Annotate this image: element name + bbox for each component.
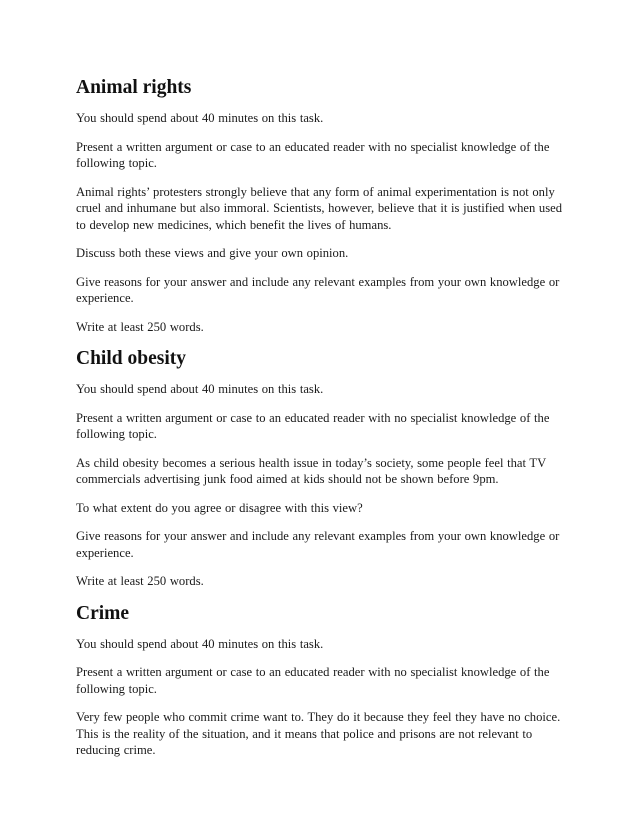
paragraph: Discuss both these views and give your own opinion. [76, 246, 349, 260]
paragraph: Write at least 250 words. [76, 574, 204, 588]
paragraph: Give reasons for your answer and include any relevant examples from your own knowledge or experience. [76, 529, 560, 560]
section-animal-rights [76, 76, 566, 335]
paragraph: You should spend about 40 minutes on this task. [76, 636, 324, 651]
paragraph: Present a written argument or case to an educated reader with no specialist knowledge of the following topic. [76, 139, 550, 170]
paragraph: You should spend about 40 minutes on this task. [76, 111, 324, 125]
paragraph: Present a written argument or case to an educated reader with no specialist knowledge of the following topic. [76, 665, 550, 696]
paragraph: As child obesity becomes a serious health issue in today’s society, some people feel that TV commercials advertising junk food aimed at kids should not be shown before 9pm. [76, 455, 546, 486]
paragraph: Give reasons for your answer and include any relevant examples from your own knowledge or experience. [76, 274, 560, 305]
section-title: Crime [76, 602, 130, 624]
paragraph: Very few people who commit crime want to. They do it because they feel they have no choice. This is the reality of the situation, and it means that police and prisons are not relevant to reducing crime. [76, 710, 561, 757]
paragraph: You should spend about 40 minutes on this task. [76, 382, 324, 396]
paragraph: Animal rights’ protesters strongly believe that any form of animal experimentation is not only cruel and inhumane but also immoral. Scientists, however, believe that it is justified when used to develop new medicines, which benefit the lives of humans. [76, 184, 562, 232]
paragraph: Write at least 250 words. [76, 319, 204, 334]
paragraph: Present a written argument or case to an educated reader with no specialist knowledge of the following topic. [76, 410, 550, 441]
section-title: Animal rights [76, 77, 192, 98]
document-page [76, 76, 566, 771]
section-crime [76, 602, 566, 759]
section-title: Child obesity [76, 348, 186, 369]
section-child-obesity [76, 347, 566, 590]
paragraph: To what extent do you agree or disagree with this view? [76, 500, 363, 515]
